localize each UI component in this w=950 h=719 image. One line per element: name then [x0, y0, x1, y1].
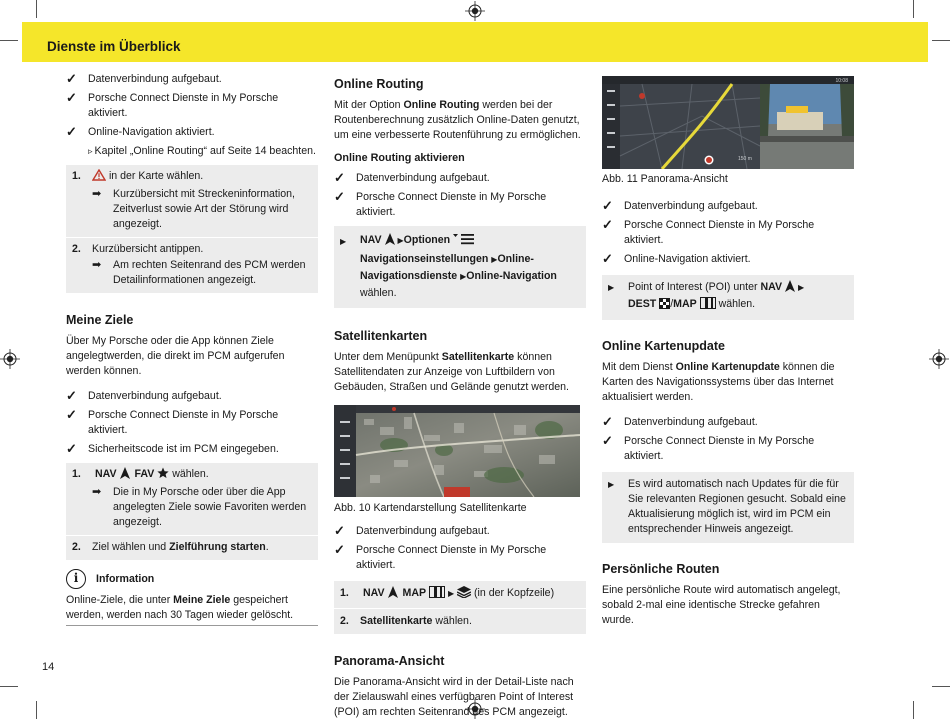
step-result: ➡ Die in My Porsche oder über die App angelegten Ziele sowie Favoriten werden angezeigt.: [92, 486, 307, 528]
instruction-box: ▶ Es wird automatisch nach Updates für die für Sie relevanten Regionen gesucht. Sobald eine Aktualisierung möglich ist, wird im PCM ein entsprechender Hinweis angezeigt.: [602, 472, 854, 543]
check-icon: ✓: [66, 441, 77, 456]
star-icon: [157, 467, 169, 484]
nav-arrow-icon: [385, 233, 395, 251]
check-item: ✓ Online-Navigation aktiviert.: [602, 251, 751, 266]
step-number: 1.: [340, 587, 349, 599]
play-separator-icon: ▶: [797, 283, 805, 292]
check-icon: ✓: [66, 90, 77, 105]
crop-mark: [0, 40, 18, 41]
column-middle: [334, 72, 586, 719]
play-separator-icon: ▶: [491, 255, 498, 264]
satellite-map-image: [334, 405, 580, 497]
check-item: ✓ Porsche Connect Dienste in My Porsche aktiviert.: [66, 407, 279, 436]
map-icon: [700, 297, 716, 314]
section-heading: Online Kartenupdate: [602, 339, 725, 353]
map-scale: 150 m: [738, 156, 752, 162]
play-bullet-icon: ▶: [608, 283, 615, 292]
crop-mark: [932, 686, 950, 687]
check-item: ✓ Porsche Connect Dienste in My Porsche aktiviert.: [602, 217, 815, 246]
section-body: Eine persönliche Route wird automatisch angelegt, sobald 2-mal eine identische Strecke gefahren wurde.: [602, 584, 841, 626]
registration-mark-icon: [465, 1, 485, 21]
column-left: [66, 72, 318, 626]
section-body: Unter dem Menüpunkt Satellitenkarte können Satellitendaten zur Anzeige von Luftbildern von Gebäuden, Straßen und Gelände genutzt werden.: [334, 351, 569, 393]
prerequisite-list: [66, 72, 318, 140]
step-number: 1.: [72, 170, 81, 182]
play-bullet-icon: ▶: [340, 237, 347, 246]
prerequisite-list: [602, 199, 854, 267]
section-heading: Persönliche Routen: [602, 562, 720, 576]
check-item: ✓ Porsche Connect Dienste in My Porsche aktiviert.: [334, 542, 547, 571]
layers-icon: [457, 586, 471, 603]
check-item: ✓ Datenverbindung aufgebaut.: [66, 388, 222, 403]
check-item: ✓ Porsche Connect Dienste in My Porsche aktiviert.: [334, 189, 547, 218]
check-icon: ✓: [602, 433, 613, 448]
check-icon: ✓: [66, 407, 77, 422]
check-icon: ✓: [602, 251, 613, 266]
section-body: Mit der Option Online Routing werden bei der Routenberechnung zusätzlich Online-Daten genutzt, um eine verbesserte Routenführung zu ermöglichen.: [334, 99, 581, 141]
step-item: 2. Ziel wählen und Zielführung starten.: [66, 536, 318, 561]
arrow-right-icon: ➡: [92, 188, 102, 200]
prerequisite-list: [334, 171, 586, 220]
prerequisite-list: [334, 524, 586, 573]
check-icon: ✓: [334, 523, 345, 538]
info-icon: i: [66, 569, 86, 589]
page-title: Dienste im Überblick: [47, 39, 181, 54]
checkered-flag-icon: [659, 298, 670, 314]
page-number: 14: [42, 661, 55, 673]
crop-mark: [932, 40, 950, 41]
step-box: [334, 581, 586, 635]
instruction-box: ▶ Point of Interest (POI) unter NAV ▶ DEST /MAP wählen.: [602, 275, 854, 320]
registration-mark-icon: [929, 349, 949, 369]
crop-mark: [913, 701, 914, 719]
step-result: ➡ Kurzübersicht mit Streckeninformation, Zeitverlust sowie Art der Störung wird angezeigt.: [92, 188, 295, 230]
information-text: Online-Ziele, die unter Meine Ziele gespeichert werden, werden nach 30 Tagen wieder gelöscht.: [66, 594, 294, 621]
step-result: ➡ Am rechten Seitenrand des PCM werden Detailinformationen angezeigt.: [92, 259, 306, 286]
check-icon: ✓: [334, 542, 345, 557]
check-item: ✓ Datenverbindung aufgebaut.: [334, 523, 490, 538]
check-item: ✓ Datenverbindung aufgebaut.: [66, 71, 222, 86]
check-item: ✓ Datenverbindung aufgebaut.: [602, 414, 758, 429]
check-item: ✓ Online-Navigation aktiviert.: [66, 124, 215, 139]
step-box: [66, 165, 318, 294]
instruction-box: ▶ NAV ▶Optionen Navigationseinstellungen ▶Online-Navigationsdienste ▶Online-Navigation wählen.: [334, 226, 586, 308]
column-right: [602, 76, 854, 635]
chapter-reference: ▹ Kapitel „Online Routing“ auf Seite 14 beachten.: [88, 145, 316, 157]
information-title: Information: [96, 572, 155, 585]
arrow-right-icon: ➡: [92, 486, 102, 498]
panorama-image: [602, 76, 854, 169]
step-item: 1. NAV FAV wählen. ➡ Die in My Porsche oder über die App angelegten Ziele sowie Favoriten werden angezeigt.: [66, 463, 318, 536]
check-icon: ✓: [334, 189, 345, 204]
check-item: ✓ Porsche Connect Dienste in My Porsche aktiviert.: [66, 90, 279, 119]
check-icon: ✓: [66, 71, 77, 86]
map-icon: [429, 586, 445, 603]
clock-time: 10:08: [835, 78, 848, 84]
check-item: ✓ Sicherheitscode ist im PCM eingegeben.: [66, 441, 279, 456]
section-heading: Satellitenkarten: [334, 329, 428, 343]
reference-triangle-icon: ▹: [88, 146, 93, 156]
header-banner: [22, 22, 928, 62]
play-bullet-icon: ▶: [608, 480, 615, 489]
check-icon: ✓: [66, 124, 77, 139]
check-item: ✓ Porsche Connect Dienste in My Porsche aktiviert.: [602, 433, 815, 462]
step-item: 2. Kurzübersicht antippen. ➡ Am rechten Seitenrand des PCM werden Detailinformationen angezeigt.: [66, 238, 318, 294]
section-body: Mit dem Dienst Online Kartenupdate können die Karten des Navigationssystems über das Internet aktualisiert werden.: [602, 361, 835, 403]
figure-caption: Abb. 11 Panorama-Ansicht: [602, 173, 728, 185]
play-separator-icon: ▶: [447, 589, 455, 598]
check-item: ✓ Datenverbindung aufgebaut.: [602, 198, 758, 213]
step-number: 1.: [72, 468, 81, 480]
arrow-right-icon: ➡: [92, 259, 102, 271]
step-box: [66, 463, 318, 561]
figure-caption: Abb. 10 Kartendarstellung Satellitenkarte: [334, 502, 527, 514]
check-icon: ✓: [602, 414, 613, 429]
step-number: 2.: [340, 615, 349, 627]
step-number: 2.: [72, 243, 81, 255]
subsection-heading: Online Routing aktivieren: [334, 152, 465, 164]
crop-mark: [36, 701, 37, 719]
information-note: [66, 569, 318, 626]
step-item: 2. Satellitenkarte wählen.: [334, 609, 586, 635]
warning-triangle-icon: [92, 169, 106, 186]
check-icon: ✓: [66, 388, 77, 403]
check-icon: ✓: [602, 217, 613, 232]
crop-mark: [36, 0, 37, 18]
section-heading: Panorama-Ansicht: [334, 654, 445, 668]
nav-arrow-icon: [120, 467, 130, 484]
play-separator-icon: ▶: [460, 272, 467, 281]
menu-icon: [453, 233, 475, 251]
check-icon: ✓: [602, 198, 613, 213]
nav-arrow-icon: [388, 586, 398, 603]
check-icon: ✓: [334, 170, 345, 185]
prerequisite-list: [66, 389, 318, 457]
play-separator-icon: ▶: [397, 236, 404, 245]
crop-mark: [0, 686, 18, 687]
section-heading: Online Routing: [334, 77, 424, 91]
nav-arrow-icon: [785, 280, 795, 297]
step-item: 1. NAV MAP ▶ (in der Kopfzeile): [334, 581, 586, 609]
step-number: 2.: [72, 541, 81, 553]
prerequisite-list: [602, 415, 854, 464]
check-item: ✓ Datenverbindung aufgebaut.: [334, 170, 490, 185]
crop-mark: [913, 0, 914, 18]
registration-mark-icon: [0, 349, 20, 369]
section-body: Über My Porsche oder die App können Ziele angelegtwerden, die direkt im PCM aufgerufen werden können.: [66, 335, 285, 377]
section-heading: Meine Ziele: [66, 313, 134, 327]
panorama-screenshot: [602, 76, 854, 169]
step-item: 1. in der Karte wählen. ➡ Kurzübersicht mit Streckeninformation, Zeitverlust sowie Art der Störung wird angezeigt.: [66, 165, 318, 238]
section-body: Die Panorama-Ansicht wird in der Detail-Liste nach der Zielauswahl eines verfügbaren Point of Interest (POI) am rechten Seitenrand des PCM angezeigt.: [334, 676, 574, 718]
satellite-map-screenshot: [334, 405, 580, 497]
